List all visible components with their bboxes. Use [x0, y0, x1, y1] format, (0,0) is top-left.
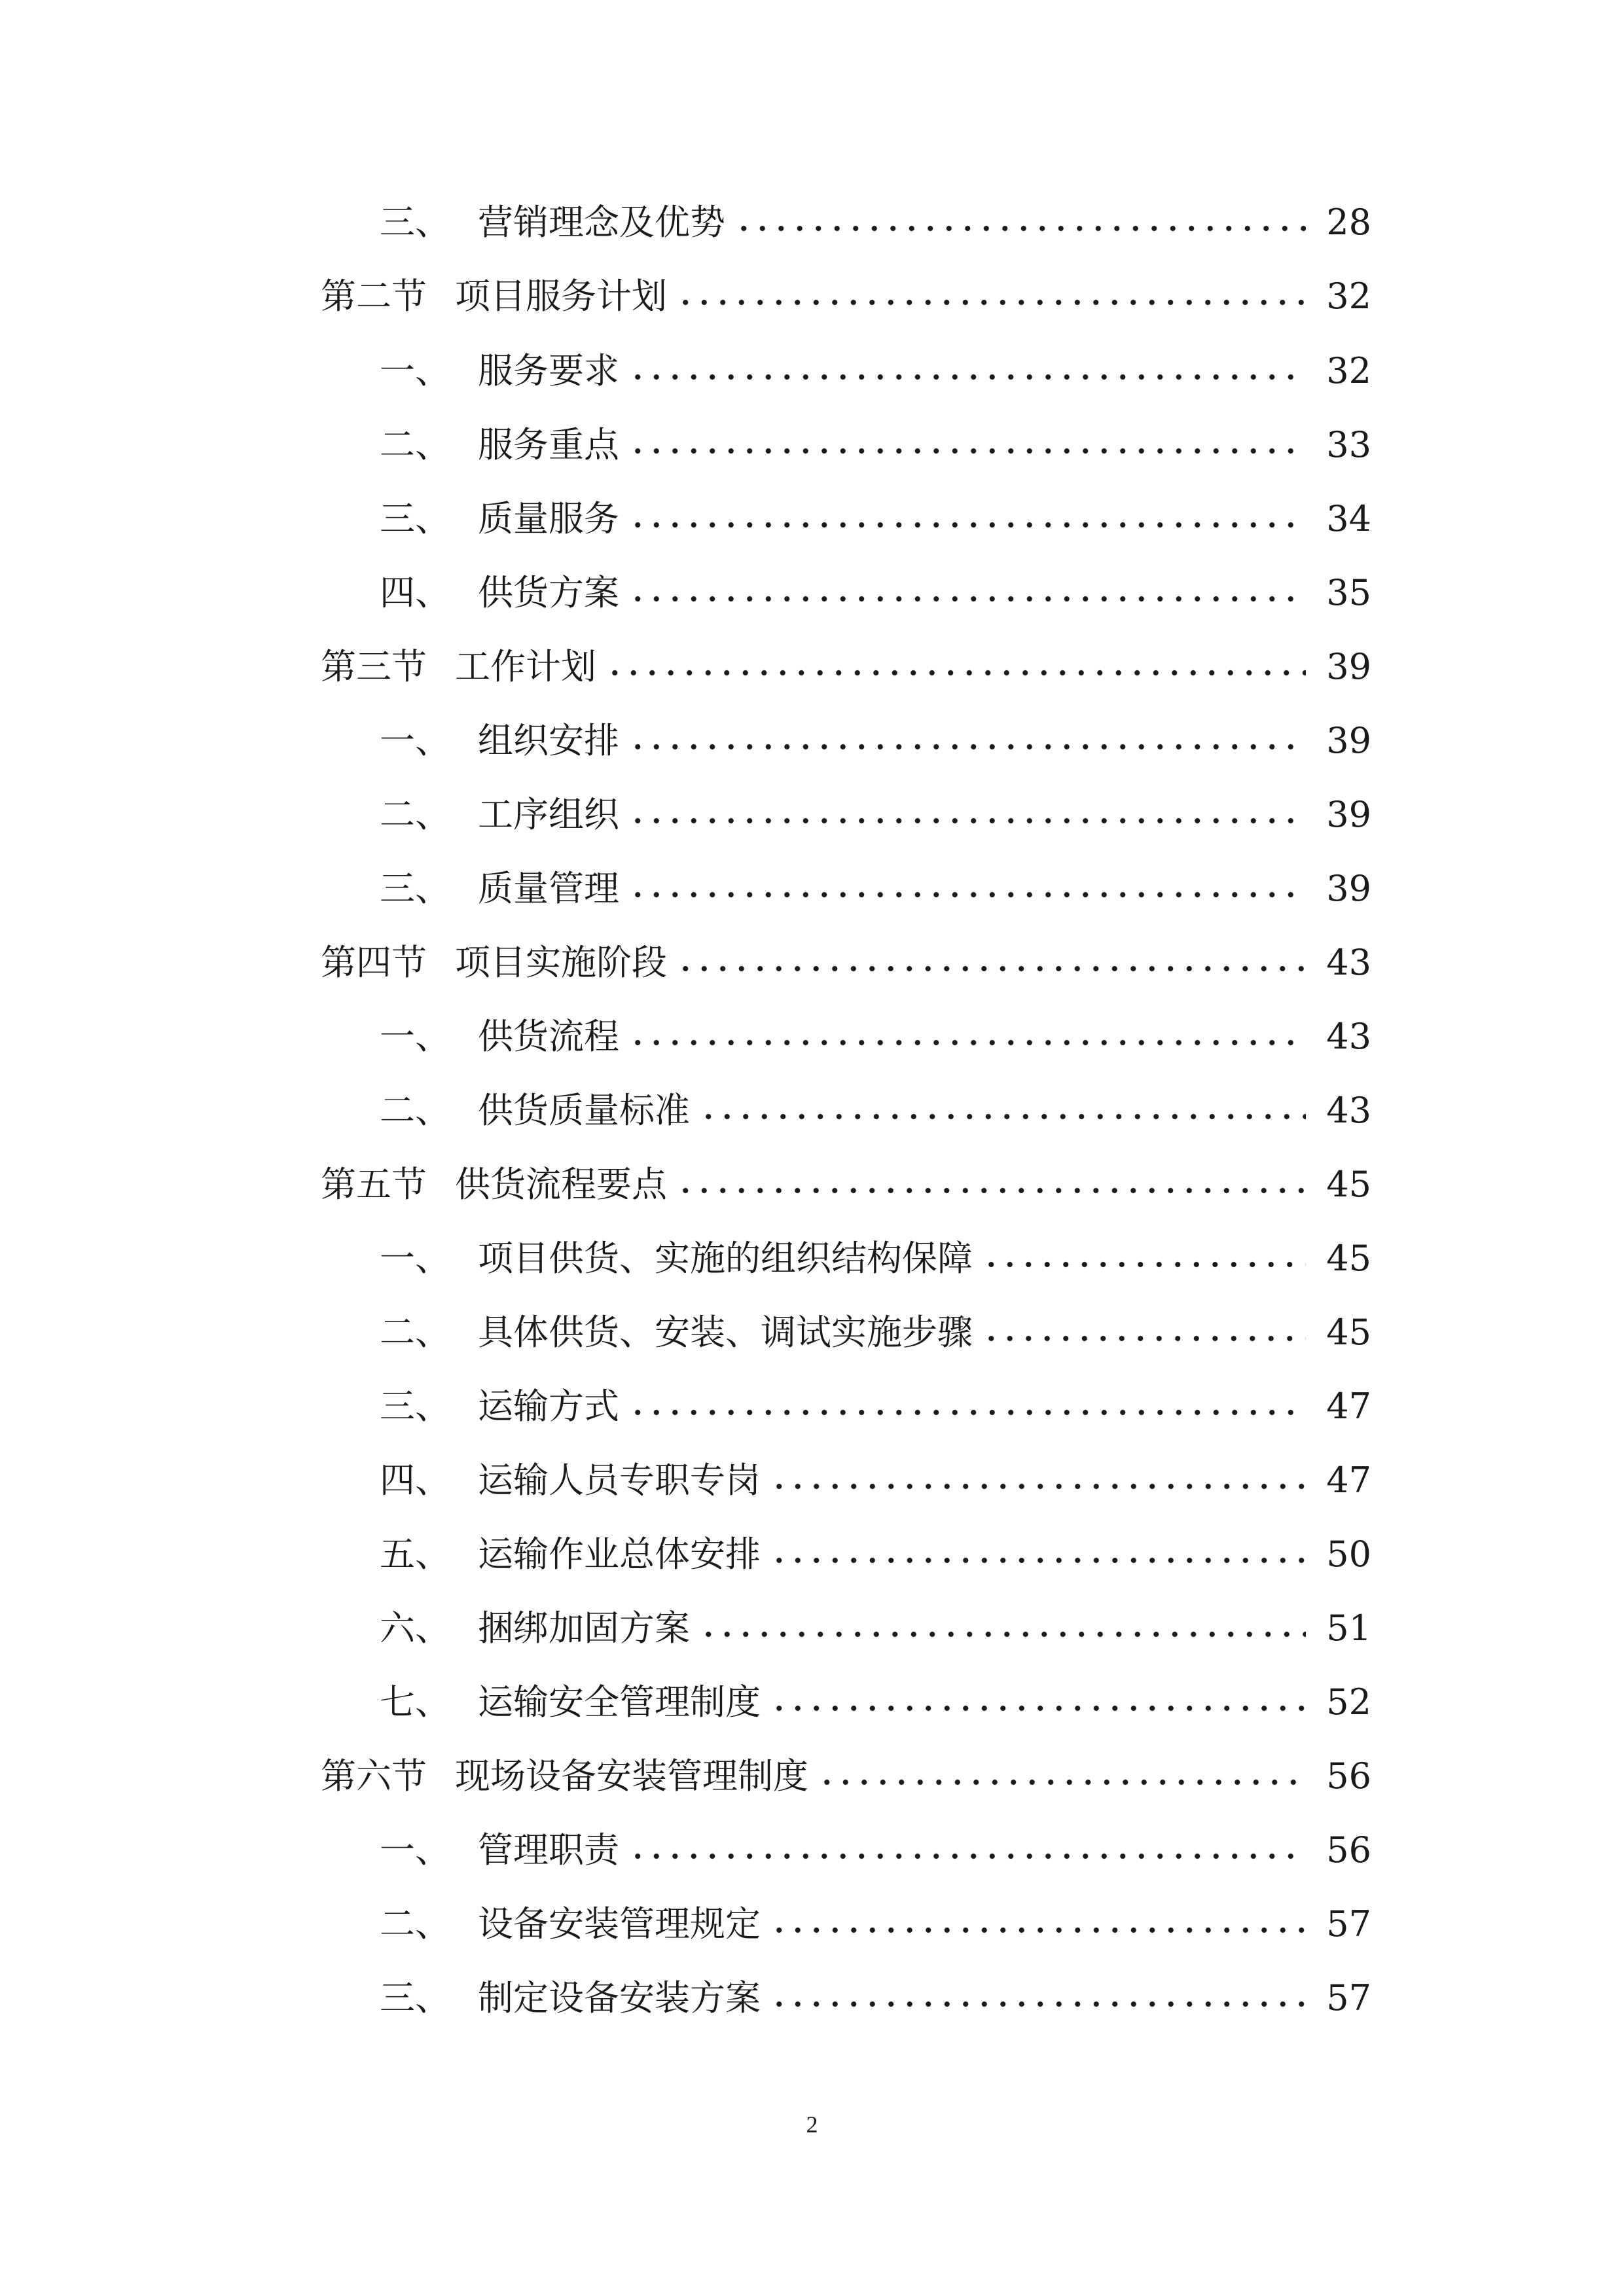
toc-entry-page: 45 [1326, 1238, 1371, 1279]
toc-entry-title: 组织安排 [478, 720, 619, 761]
toc-dot-leader [628, 415, 1306, 487]
toc-entry-page: 52 [1326, 1681, 1371, 1723]
toc-dot-leader [628, 1007, 1306, 1079]
toc-entry-title: 质量服务 [478, 498, 619, 539]
toc-dot-leader [770, 1894, 1306, 1966]
toc-entry[interactable] [380, 1666, 1371, 1738]
toc-entry-title: 供货质量标准 [478, 1090, 690, 1131]
toc-entry-marker: 三、 [380, 1386, 450, 1427]
toc-entry-title: 运输方式 [478, 1386, 619, 1427]
toc-entry[interactable] [380, 409, 1371, 481]
toc-entry-title: 运输安全管理制度 [478, 1681, 761, 1723]
toc-dot-leader [676, 266, 1306, 338]
toc-dot-leader [982, 1302, 1306, 1374]
toc-dot-leader [770, 1450, 1306, 1522]
toc-entry[interactable] [380, 1592, 1371, 1664]
toc-entry-page: 32 [1326, 276, 1371, 317]
toc-dot-leader [628, 1820, 1306, 1892]
toc-entry-title: 现场设备安装管理制度 [455, 1755, 808, 1797]
toc-entry-page: 32 [1326, 350, 1371, 391]
toc-entry-page: 39 [1326, 868, 1371, 909]
toc-dot-leader [770, 1968, 1306, 2040]
toc-entry-page: 34 [1326, 498, 1371, 539]
toc-entry-title: 制定设备安装方案 [478, 1977, 761, 2018]
toc-entry-marker: 一、 [380, 1238, 450, 1279]
toc-dot-leader [734, 192, 1306, 264]
toc-entry-marker: 第三节 [321, 646, 427, 687]
toc-dot-leader [699, 1081, 1306, 1153]
toc-entry[interactable] [380, 1297, 1371, 1369]
toc-entry-title: 质量管理 [478, 868, 619, 909]
page-number: 2 [806, 2111, 818, 2138]
toc-entry[interactable] [380, 1814, 1371, 1886]
toc-entry[interactable] [380, 1888, 1371, 1960]
toc-entry-title: 具体供货、安装、调试实施步骤 [478, 1312, 973, 1353]
toc-entry-marker: 二、 [380, 424, 450, 465]
toc-entry-title: 项目实施阶段 [455, 942, 667, 983]
toc-entry-marker: 七、 [380, 1681, 450, 1723]
toc-entry-title: 服务要求 [478, 350, 619, 391]
toc-entry-marker: 二、 [380, 1903, 450, 1945]
toc-entry-page: 43 [1326, 1090, 1371, 1131]
toc-entry-page: 39 [1326, 720, 1371, 761]
toc-dot-leader [605, 637, 1306, 709]
toc-dot-leader [699, 1598, 1306, 1670]
toc-dot-leader [770, 1524, 1306, 1596]
toc-entry-marker: 一、 [380, 1016, 450, 1057]
toc-entry[interactable] [380, 1371, 1371, 1443]
toc-dot-leader [770, 1672, 1306, 1744]
toc-entry-page: 39 [1326, 646, 1371, 687]
toc-entry-page: 45 [1326, 1312, 1371, 1353]
toc-entry[interactable] [380, 557, 1371, 629]
toc-entry[interactable] [380, 1001, 1371, 1073]
toc-entry-marker: 二、 [380, 1312, 450, 1353]
toc-dot-leader [982, 1229, 1306, 1300]
toc-entry-marker: 四、 [380, 572, 450, 613]
toc-entry-title: 捆绑加固方案 [478, 1607, 690, 1649]
toc-dot-leader [628, 1376, 1306, 1448]
toc-dot-leader [628, 859, 1306, 931]
toc-dot-leader [628, 711, 1306, 783]
toc-entry[interactable] [321, 631, 1371, 703]
toc-entry-marker: 二、 [380, 1090, 450, 1131]
toc-entry-title: 供货流程要点 [455, 1164, 667, 1205]
toc-dot-leader [628, 563, 1306, 635]
toc-entry[interactable] [380, 779, 1371, 851]
toc-entry-page: 56 [1326, 1755, 1371, 1797]
toc-entry-page: 47 [1326, 1460, 1371, 1501]
toc-entry-marker: 五、 [380, 1534, 450, 1575]
toc-entry-marker: 第四节 [321, 942, 427, 983]
toc-entry-marker: 六、 [380, 1607, 450, 1649]
toc-entry-page: 39 [1326, 794, 1371, 835]
toc-entry-title: 供货方案 [478, 572, 619, 613]
toc-entry-page: 35 [1326, 572, 1371, 613]
toc-entry[interactable] [321, 260, 1371, 332]
toc-entry-marker: 二、 [380, 794, 450, 835]
toc-entry-page: 56 [1326, 1829, 1371, 1871]
toc-entry-title: 运输作业总体安排 [478, 1534, 761, 1575]
toc-entry-page: 47 [1326, 1386, 1371, 1427]
toc-entry-title: 服务重点 [478, 424, 619, 465]
toc-entry[interactable] [380, 483, 1371, 555]
toc-entry[interactable] [380, 853, 1371, 925]
toc-entry-title: 项目服务计划 [455, 276, 667, 317]
toc-dot-leader [628, 785, 1306, 857]
toc-entry-title: 营销理念及优势 [478, 202, 725, 243]
toc-dot-leader [818, 1746, 1306, 1818]
toc-dot-leader [676, 1155, 1306, 1227]
toc-entry-title: 工序组织 [478, 794, 619, 835]
toc-entry-page: 50 [1326, 1534, 1371, 1575]
toc-entry[interactable] [380, 1444, 1371, 1516]
toc-entry[interactable] [380, 335, 1371, 407]
toc-entry-marker: 第五节 [321, 1164, 427, 1205]
toc-entry-page: 43 [1326, 942, 1371, 983]
toc-entry-marker: 三、 [380, 1977, 450, 2018]
toc-entry-page: 43 [1326, 1016, 1371, 1057]
toc-entry-marker: 一、 [380, 350, 450, 391]
toc-dot-leader [676, 933, 1306, 1005]
toc-entry-page: 45 [1326, 1164, 1371, 1205]
toc-entry-title: 运输人员专职专岗 [478, 1460, 761, 1501]
toc-entry-marker: 四、 [380, 1460, 450, 1501]
toc-entry-marker: 一、 [380, 1829, 450, 1871]
toc-entry[interactable] [380, 1962, 1371, 2034]
toc-entry-marker: 三、 [380, 202, 450, 243]
toc-entry[interactable] [380, 705, 1371, 777]
toc-entry-page: 33 [1326, 424, 1371, 465]
toc-entry[interactable] [321, 1740, 1371, 1812]
toc-entry-marker: 三、 [380, 868, 450, 909]
toc-dot-leader [628, 489, 1306, 561]
toc-entry-marker: 一、 [380, 720, 450, 761]
toc-entry-marker: 第二节 [321, 276, 427, 317]
toc-entry-page: 51 [1326, 1607, 1371, 1649]
toc-entry[interactable] [380, 187, 1371, 259]
toc-entry[interactable] [380, 1075, 1371, 1147]
toc-entry-page: 57 [1326, 1977, 1371, 2018]
toc-dot-leader [628, 341, 1306, 413]
toc-entry-title: 工作计划 [455, 646, 596, 687]
toc-entry-title: 管理职责 [478, 1829, 619, 1871]
toc-entry-title: 设备安装管理规定 [478, 1903, 761, 1945]
toc-entry-marker: 三、 [380, 498, 450, 539]
toc-entry-page: 28 [1326, 202, 1371, 243]
toc-entry[interactable] [380, 1518, 1371, 1590]
toc-entry[interactable] [321, 1149, 1371, 1221]
toc-entry[interactable] [321, 927, 1371, 999]
toc-entry-page: 57 [1326, 1903, 1371, 1945]
toc-entry-title: 供货流程 [478, 1016, 619, 1057]
toc-entry-title: 项目供货、实施的组织结构保障 [478, 1238, 973, 1279]
toc-entry[interactable] [380, 1223, 1371, 1295]
toc-entry-marker: 第六节 [321, 1755, 427, 1797]
